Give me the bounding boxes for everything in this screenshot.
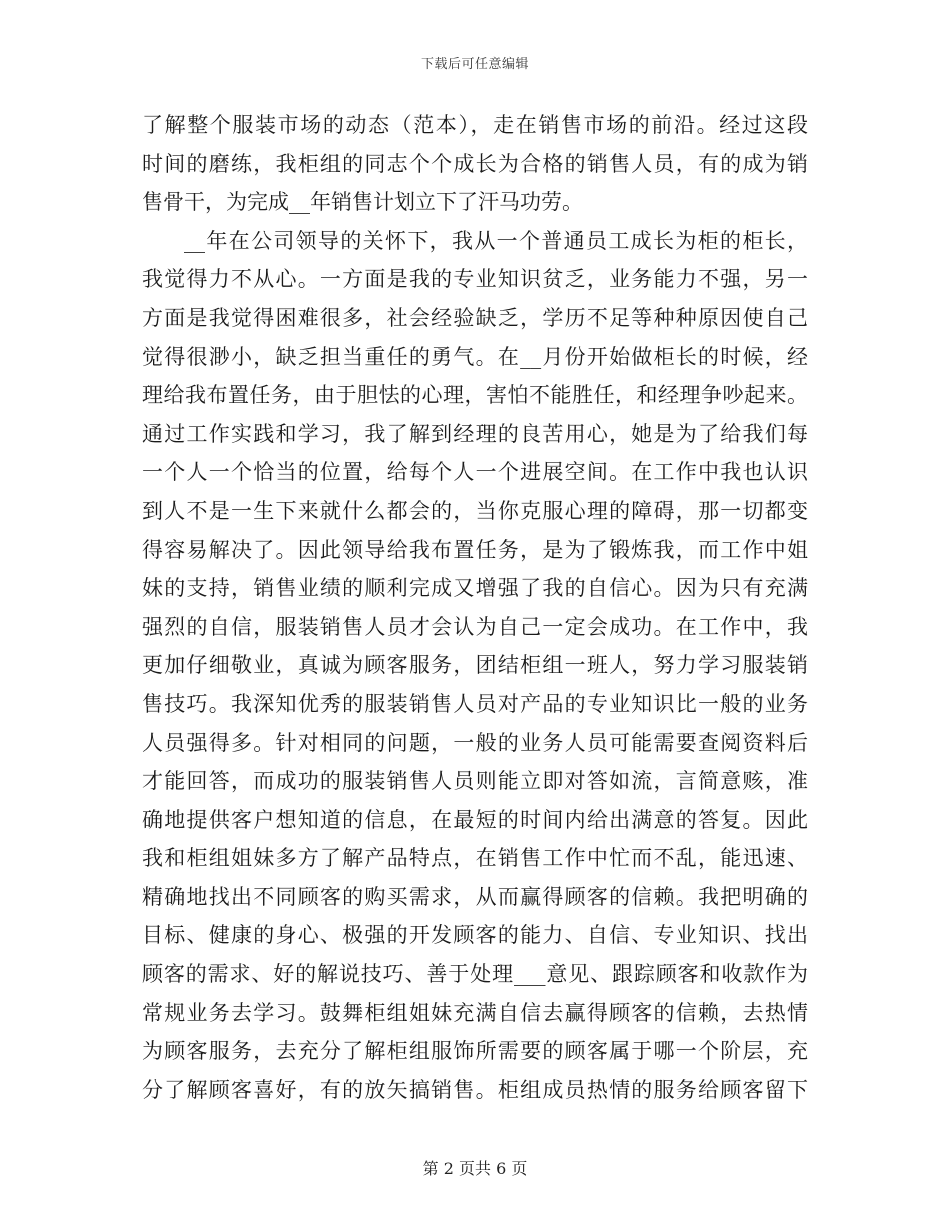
text-line: __年在公司领导的关怀下，我从一个普通员工成长为柜的柜长， <box>184 228 808 253</box>
text-line: 时间的磨练，我柜组的同志个个成长为合格的销售人员，有的成为销 <box>142 151 808 176</box>
text-line: 得容易解决了。因此领导给我布置任务，是为了锻炼我，而工作中姐 <box>142 537 808 562</box>
text-line: 我觉得力不从心。一方面是我的专业知识贫乏，业务能力不强，另一 <box>142 267 808 292</box>
text-line: 常规业务去学习。鼓舞柜组姐妹充满自信去赢得顾客的信赖，去热情 <box>142 1000 808 1025</box>
page-number-footer: 第 2 页共 6 页 <box>422 1159 528 1178</box>
text-line: 通过工作实践和学习，我了解到经理的良苦用心，她是为了给我们每 <box>142 421 808 446</box>
text-line: 强烈的自信，服装销售人员才会认为自己一定会成功。在工作中，我 <box>142 614 808 639</box>
text-line: 到人不是一生下来就什么都会的，当你克服心理的障碍，那一切都变 <box>142 498 808 523</box>
text-line: 人员强得多。针对相同的问题，一般的业务人员可能需要查阅资料后 <box>142 730 808 755</box>
text-line: 分了解顾客喜好，有的放矢搞销售。柜组成员热情的服务给顾客留下 <box>142 1077 808 1102</box>
text-line: 精确地找出不同顾客的购买需求，从而赢得顾客的信赖。我把明确的 <box>142 884 808 909</box>
text-line: 售技巧。我深知优秀的服装销售人员对产品的专业知识比一般的业务 <box>142 691 808 716</box>
text-line: 觉得很渺小，缺乏担当重任的勇气。在__月份开始做柜长的时候，经 <box>142 344 808 369</box>
text-line: 我和柜组姐妹多方了解产品特点，在销售工作中忙而不乱，能迅速、 <box>142 846 808 871</box>
text-line: 才能回答，而成功的服装销售人员则能立即对答如流，言简意赅，准 <box>142 769 808 794</box>
text-line: 方面是我觉得困难很多，社会经验缺乏，学历不足等种种原因使自己 <box>142 305 808 330</box>
text-line: 理给我布置任务，由于胆怯的心理，害怕不能胜任，和经理争吵起来。 <box>142 383 808 408</box>
text-line: 确地提供客户想知道的信息，在最短的时间内给出满意的答复。因此 <box>142 807 808 832</box>
text-line: 售骨干，为完成__年销售计划立下了汗马功劳。 <box>142 190 583 215</box>
paragraph-1 <box>142 106 808 222</box>
text-line: 顾客的需求、好的解说技巧、善于处理___意见、跟踪顾客和收款作为 <box>142 962 808 987</box>
paragraph-2 <box>142 222 808 1110</box>
text-line: 更加仔细敬业，真诚为顾客服务，团结柜组一班人，努力学习服装销 <box>142 653 808 678</box>
text-line: 为顾客服务，去充分了解柜组服饰所需要的顾客属于哪一个阶层，充 <box>142 1039 808 1064</box>
text-line: 妹的支持，销售业绩的顺利完成又增强了我的自信心。因为只有充满 <box>142 576 808 601</box>
page-header: 下载后可任意编辑 <box>420 57 529 72</box>
text-line: 一个人一个恰当的位置，给每个人一个进展空间。在工作中我也认识 <box>142 460 808 485</box>
document-body <box>142 106 808 1109</box>
text-line: 了解整个服装市场的动态（范本），走在销售市场的前沿。经过这段 <box>142 113 808 137</box>
text-line: 目标、健康的身心、极强的开发顾客的能力、自信、专业知识、找出 <box>142 923 808 948</box>
